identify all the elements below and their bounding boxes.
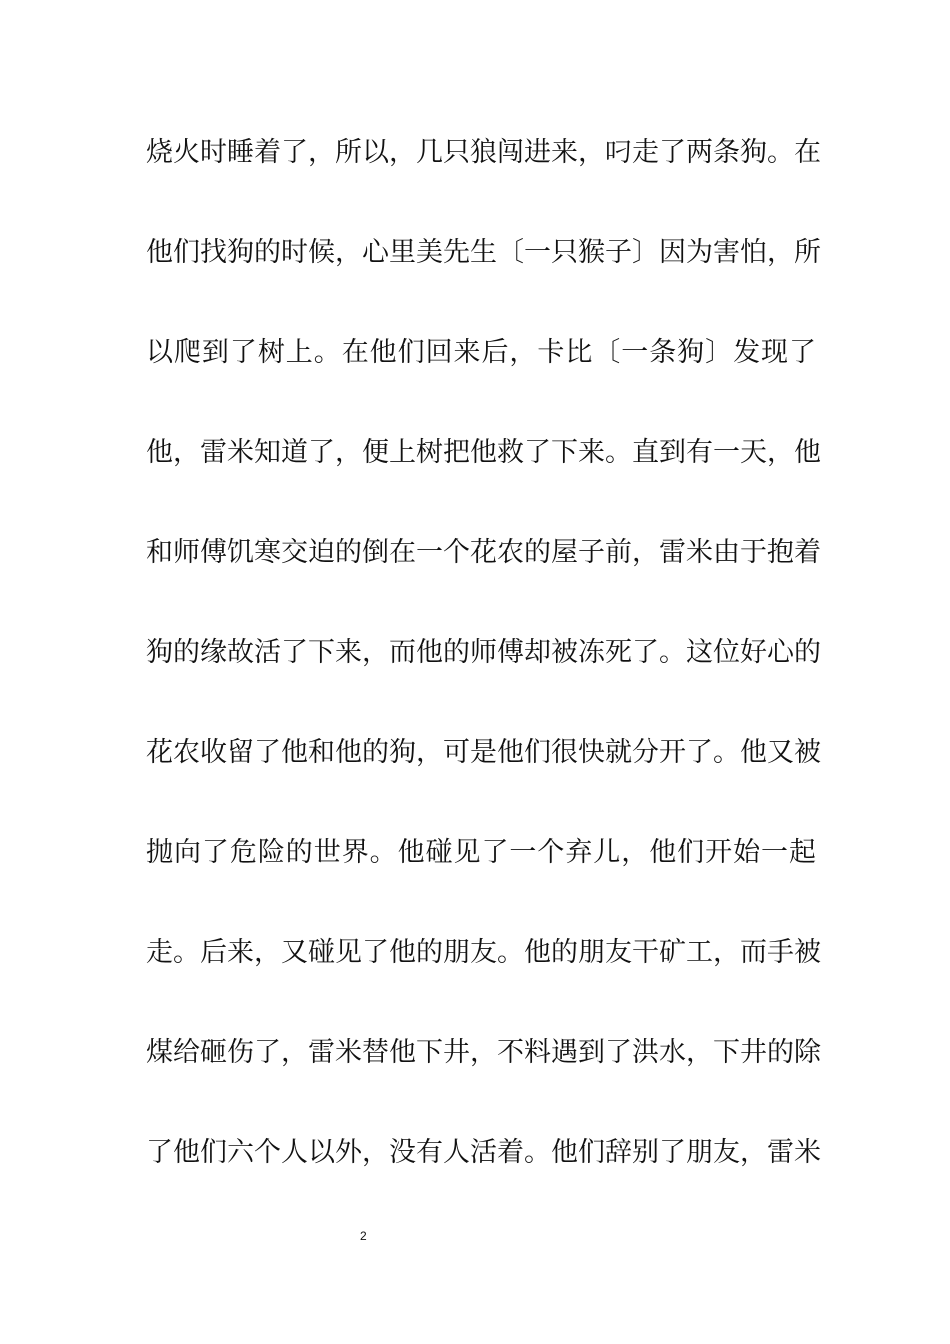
body-text (146, 128, 821, 1228)
text-line: 他们找狗的时候，心里美先生〔一只猴子〕因为害怕，所 (146, 237, 821, 268)
text-line: 和师傅饥寒交迫的倒在一个花农的屋子前，雷米由于抱着 (146, 537, 821, 568)
text-line: 烧火时睡着了，所以，几只狼闯进来，叼走了两条狗。在 (146, 137, 821, 168)
text-line: 花农收留了他和他的狗，可是他们很快就分开了。他又被 (146, 737, 821, 768)
text-line: 煤给砸伤了，雷米替他下井，不料遇到了洪水，下井的除 (146, 1037, 821, 1068)
text-line: 抛向了危险的世界。他碰见了一个弃儿，他们开始一起 (146, 837, 816, 868)
text-line: 他，雷米知道了，便上树把他救了下来。直到有一天，他 (146, 437, 821, 468)
text-line: 了他们六个人以外，没有人活着。他们辞别了朋友，雷米 (146, 1137, 821, 1168)
text-line: 狗的缘故活了下来，而他的师傅却被冻死了。这位好心的 (146, 637, 821, 668)
text-line: 走。后来，又碰见了他的朋友。他的朋友干矿工，而手被 (146, 937, 821, 968)
text-line: 以爬到了树上。在他们回来后，卡比〔一条狗〕发现了 (146, 337, 816, 368)
page-number-label: 2 (360, 1229, 367, 1243)
